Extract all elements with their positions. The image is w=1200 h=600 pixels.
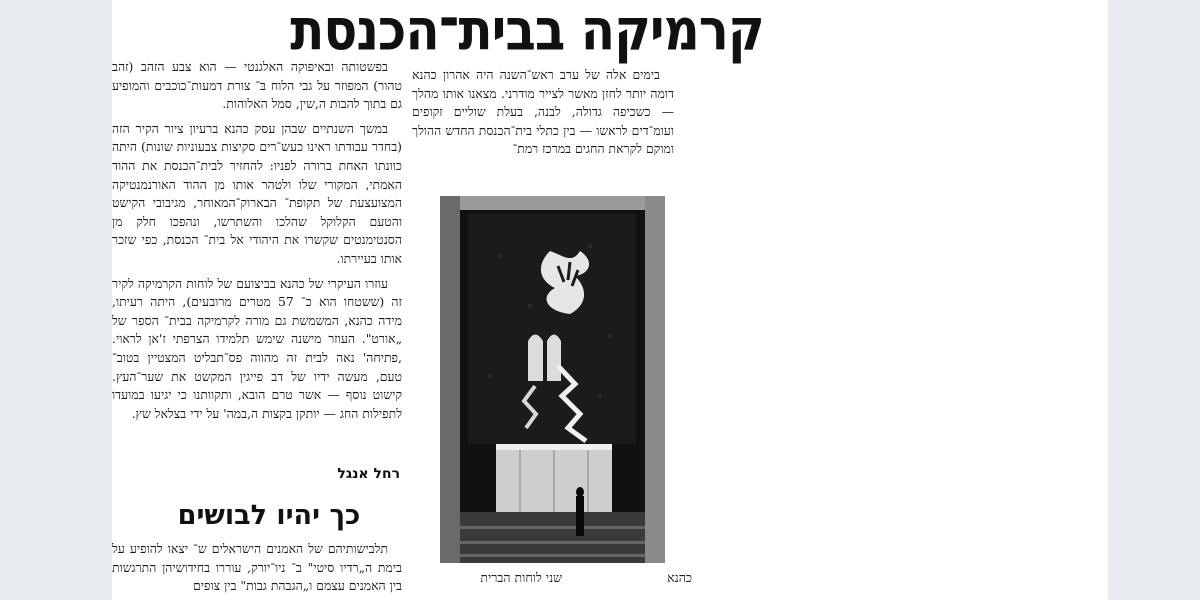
second-article-text [112,540,402,600]
article-paragraph: במשך השנתיים שבהן עסק כהנא ברעיון ציור הקיר הזה (בחדר עבודתו ראינו כעש־רים סקיצות צבעוניות שונות) היתה כוונתו האחת ברורה לפניו: להחזיר לבית־הכנסת את ההוד האמתי, המקורי שלו ולטהר אותו מן ההוד האורנמנטיקה המצועצעת של תקופת־ הבארוק־המאוחר, מגיבובי הקישט והטעם הקלוקל שהלכו והשתרשו, ונהפכו חלק מן הסנטימנטים שקשרו את היהודי אל בית־ הכנסת, כפי שזכר אותו בעיירתו. [112,120,402,266]
second-article-headline: כך יהיו לבושים [177,500,361,531]
photo-caption-title: שני לוחות הברית [480,570,562,585]
intro-column [412,66,674,165]
person-figure [576,487,584,497]
headline: קרמיקה בבית־הכנסת [290,0,764,64]
intro-paragraph: בימים אלה של ערב ראש־השנה היה אהרון כהנא דומה יותר לחזן מאשר לצייר מודרני. מצאנו אותו מהלך — כשכיפה גדולה, לבנה, בעלת שוליים זקופים ועומ־דים לראשו — בין כתלי בית־הכנסת החדש ההולך ומוקם לקראת החגים במרכז רמת־ [412,67,674,157]
byline: רחל אנגל [337,466,400,482]
second-article-paragraph: תלבישותיהם של האמנים הישראלים ש־ יצאו להופיע על בימת ה„רדיו סיטי" ב־ ניו־יורק, עוררו בחידושיהן התרגשות בין האמנים עצמם ו„הגבהת גבות" בין צופים [112,541,402,594]
photo-caption-artist: כהנא [667,570,692,585]
ark-mural-photo [440,196,665,563]
tablet-icon [528,335,543,382]
article-paragraph: בפשטותה ובאיפוקה האלגנטי — הוא צבע הזהב (זהב טהור) המפוזר על גבי הלוח בּ־ צורת דמעות־כוכבים והמופיע גם בתוך להבות ה,שין, סמל האלוהות. [112,59,402,112]
article-paragraph: עוזרו העיקרי של כהנא בביצועם של לוחות הקרמיקה לקיר זה (ששטחו הוא כ־ 57 מטרים מרובעים), היתה רעיתו, מידה כהנא, המשמשת גם מורה לקרמיקה בבית־ הספר של „אורט". העוזר מישנה שימש תלמידו הצרפתי ז'אן לראוי. ,פתיחה' נאה לבית זה מהווה פס־תבליט המצטיין בטוב־ טעם, מעשה ידיו של דב פייגין המקשט את שער־העץ. קישוט נוסף — אשר טרם הובא, ותקוותנו כי יגיעו במועדו לתפילות החג — יותקן בקצות ה,במה' על ידי בצלאל שץ. [112,275,402,421]
left-column [112,58,402,429]
newspaper-clipping [112,0,1108,600]
ark-mural-illustration [440,196,665,563]
tablet-icon [547,335,561,382]
